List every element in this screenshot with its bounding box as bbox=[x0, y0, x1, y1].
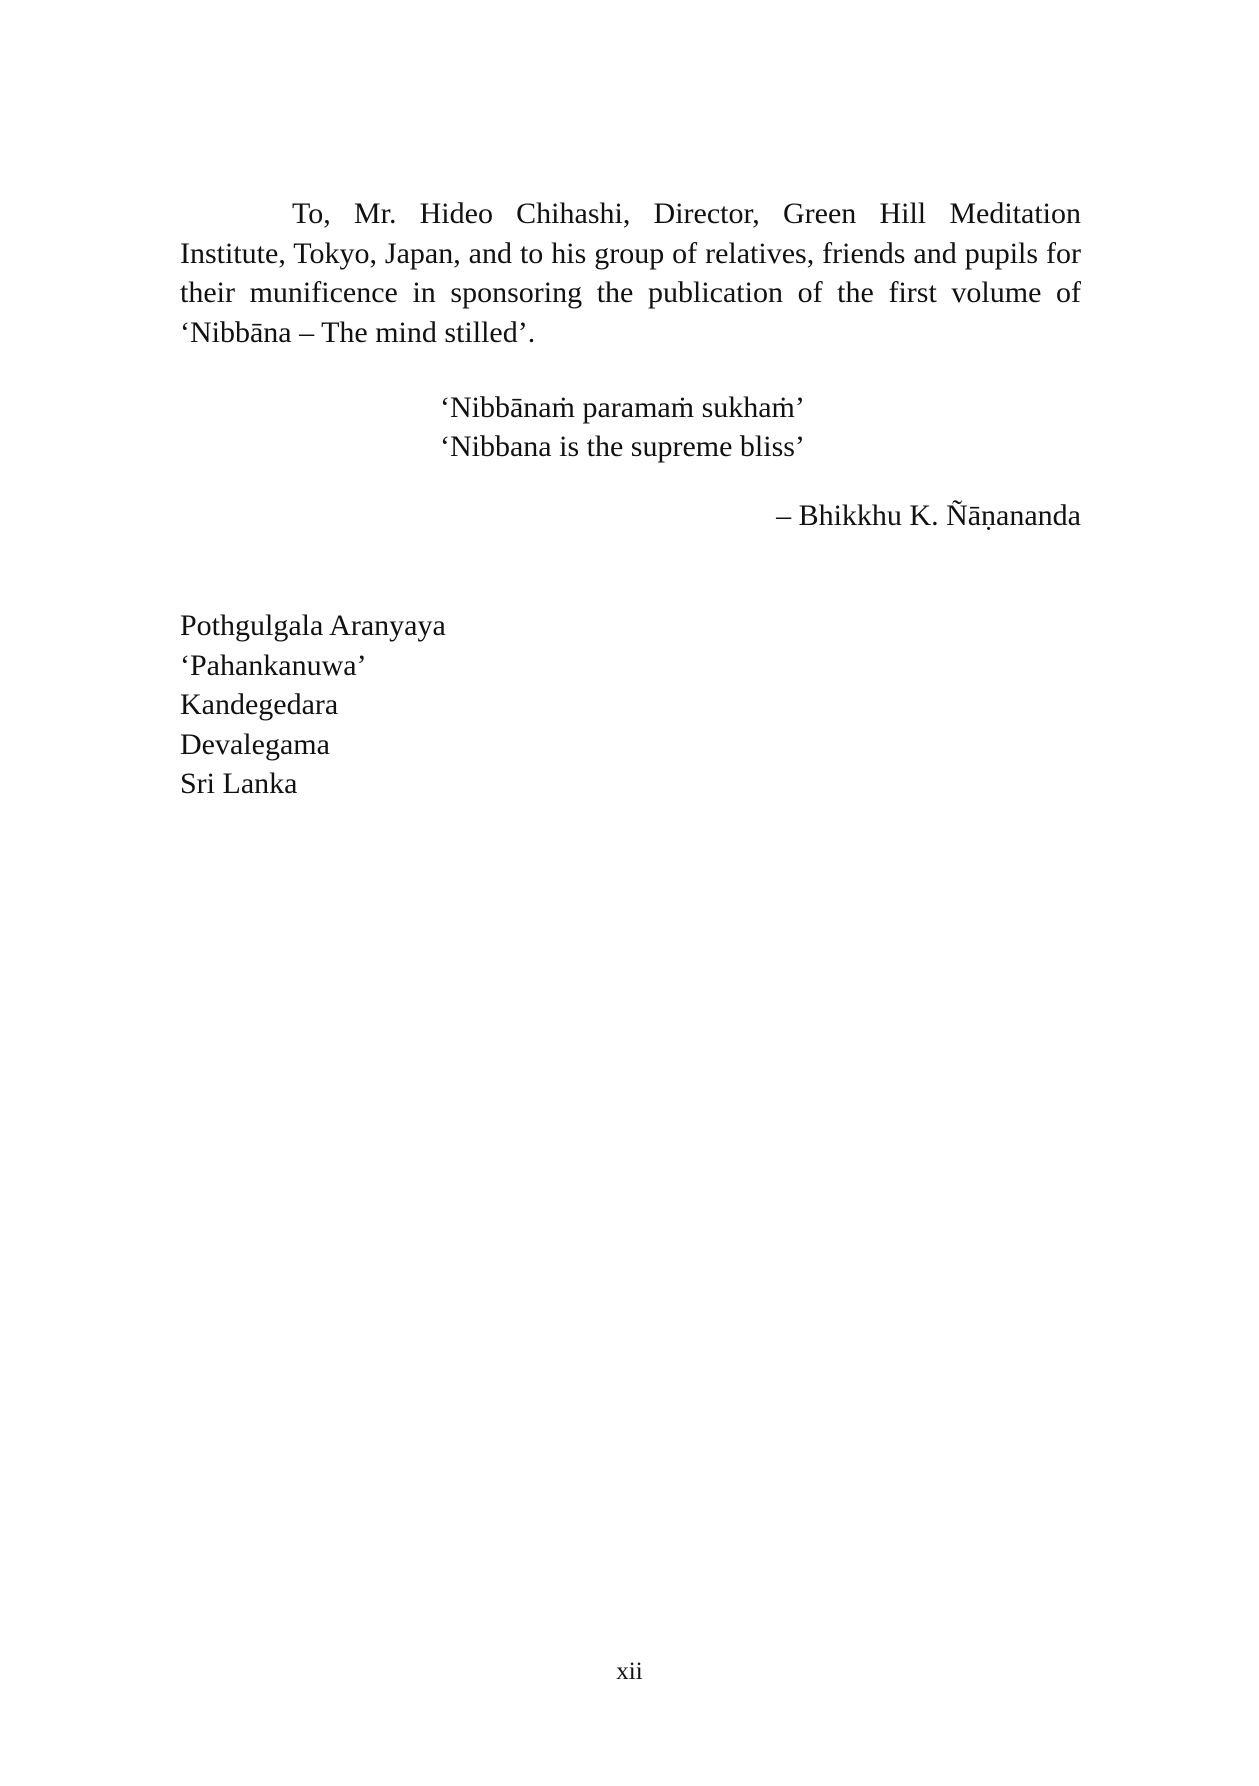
english-quote: ‘Nibbana is the supreme bliss’ bbox=[440, 430, 805, 463]
quote-block bbox=[440, 388, 1080, 466]
address-block bbox=[180, 606, 446, 804]
author-signature: – Bhikkhu K. Ñāṇananda bbox=[776, 499, 1081, 532]
address-line: Sri Lanka bbox=[180, 767, 298, 800]
address-line: Kandegedara bbox=[180, 688, 339, 721]
address-line: ‘Pahankanuwa’ bbox=[180, 648, 367, 682]
address-line: Devalegama bbox=[180, 727, 330, 761]
dedication-paragraph: To, Mr. Hideo Chihashi, Director, Green Hill Meditation Institute, Tokyo, Japan, and to his group of relatives, friends and pupils for their munificence in sponsoring the publication of the first volume of ‘Nibbāna – The mind stilled’. bbox=[180, 197, 1081, 349]
pali-quote: ‘Nibbānaṁ paramaṁ sukhaṁ’ bbox=[440, 391, 805, 424]
address-line: Pothgulgala Aranyaya bbox=[180, 609, 446, 642]
page-number: xii bbox=[616, 1658, 643, 1685]
